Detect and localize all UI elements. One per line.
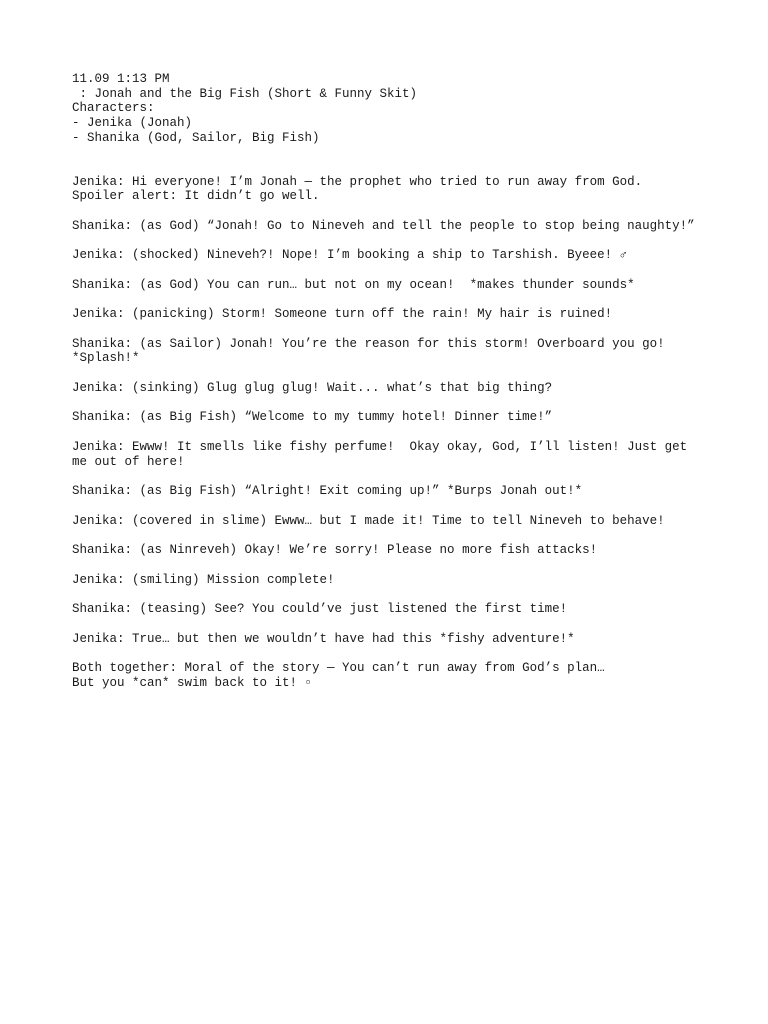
script-paragraph <box>72 307 712 322</box>
script-line: Jenika: (smiling) Mission complete! <box>72 572 335 587</box>
script-line: Spoiler alert: It didn’t go well. <box>72 189 320 204</box>
script-line: Jenika: True… but then we wouldn’t have had this *fishy adventure!* <box>72 631 575 646</box>
characters-label: Characters: <box>72 101 155 116</box>
script-paragraph <box>72 661 712 690</box>
script-body <box>72 175 712 691</box>
script-line: Shanika: (as Ninreveh) Okay! We’re sorry! Please no more fish attacks! <box>72 543 598 558</box>
script-line: *Splash!* <box>72 351 140 366</box>
script-line: Shanika: (as Big Fish) “Alright! Exit coming up!” *Burps Jonah out!* <box>72 484 583 499</box>
script-line: Jenika: (shocked) Nineveh?! Nope! I’m booking a ship to Tarshish. Byeee! ♂ <box>72 248 628 263</box>
script-paragraph <box>72 278 712 293</box>
document-title: : Jonah and the Big Fish (Short & Funny Skit) <box>72 86 418 101</box>
script-paragraph <box>72 543 712 558</box>
script-line: Shanika: (as God) You can run… but not on my ocean! *makes thunder sounds* <box>72 277 635 292</box>
script-line: Jenika: (panicking) Storm! Someone turn off the rain! My hair is ruined! <box>72 307 613 322</box>
script-line: Jenika: Ewww! It smells like fishy perfume! Okay okay, God, I’ll listen! Just get <box>72 439 688 454</box>
script-paragraph <box>72 175 712 204</box>
script-line: But you *can* swim back to it! ▫ <box>72 675 313 690</box>
header-spacer <box>72 146 712 175</box>
script-line: Shanika: (teasing) See? You could’ve just listened the first time! <box>72 602 568 617</box>
script-paragraph <box>72 381 712 396</box>
script-line: me out of here! <box>72 454 185 469</box>
character-item: - Jenika (Jonah) <box>72 116 193 131</box>
script-paragraph <box>72 248 712 263</box>
script-paragraph <box>72 514 712 529</box>
script-line: Jenika: (sinking) Glug glug glug! Wait... what’s that big thing? <box>72 380 553 395</box>
script-paragraph <box>72 337 712 366</box>
timestamp: 11.09 1:13 PM <box>72 72 170 86</box>
script-line: Shanika: (as Big Fish) “Welcome to my tummy hotel! Dinner time!” <box>72 410 553 425</box>
script-line: Shanika: (as God) “Jonah! Go to Nineveh and tell the people to stop being naughty!” <box>72 218 695 233</box>
script-paragraph <box>72 219 712 234</box>
script-line: Both together: Moral of the story — You can’t run away from God’s plan… <box>72 661 605 676</box>
script-paragraph <box>72 440 712 469</box>
script-line: Shanika: (as Sailor) Jonah! You’re the reason for this storm! Overboard you go! <box>72 336 665 351</box>
script-paragraph <box>72 484 712 499</box>
script-paragraph <box>72 410 712 425</box>
script-line: Jenika: (covered in slime) Ewww… but I made it! Time to tell Nineveh to behave! <box>72 513 665 528</box>
script-paragraph <box>72 602 712 617</box>
script-paragraph <box>72 632 712 647</box>
document-page <box>72 72 712 705</box>
script-paragraph <box>72 573 712 588</box>
script-line: Jenika: Hi everyone! I’m Jonah — the prophet who tried to run away from God. <box>72 174 643 189</box>
character-item: - Shanika (God, Sailor, Big Fish) <box>72 130 320 145</box>
